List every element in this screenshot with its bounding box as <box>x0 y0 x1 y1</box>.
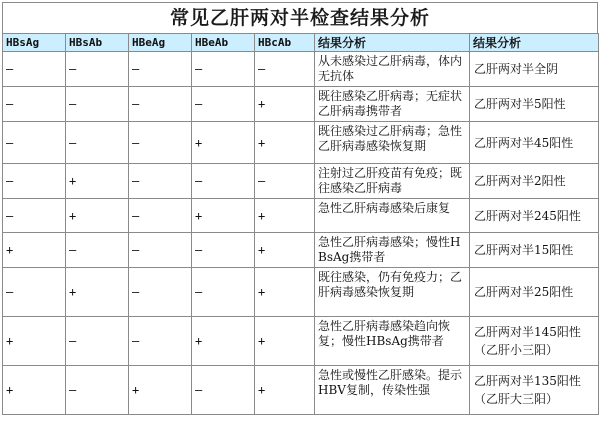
header-row <box>3 34 599 52</box>
header-result: 结果分析 <box>470 34 599 52</box>
cell-analysis: 急性乙肝病毒感染；慢性HBsAg携带者 <box>315 233 470 268</box>
cell-hbsag: – <box>3 52 66 87</box>
cell-analysis: 急性乙肝病毒感染后康复 <box>315 199 470 233</box>
header-hbsag: HBsAg <box>3 34 66 52</box>
table-row <box>3 366 599 415</box>
cell-hbeab: + <box>192 199 255 233</box>
table-row <box>3 233 599 268</box>
cell-hbeab: + <box>192 317 255 366</box>
table-row <box>3 199 599 233</box>
header-hbeag: HBeAg <box>129 34 192 52</box>
cell-hbeag: – <box>129 87 192 122</box>
cell-hbsab: – <box>66 52 129 87</box>
cell-hbeag: – <box>129 122 192 164</box>
cell-hbeag: – <box>129 317 192 366</box>
cell-hbsag: – <box>3 87 66 122</box>
cell-analysis: 既往感染，仍有免疫力；乙肝病毒感染恢复期 <box>315 268 470 317</box>
cell-result: 乙肝两对半25阳性 <box>470 268 599 317</box>
cell-hbsag: – <box>3 164 66 199</box>
cell-hbsab: – <box>66 366 129 415</box>
cell-hbcab: – <box>255 164 315 199</box>
cell-hbsag: – <box>3 122 66 164</box>
table-row <box>3 87 599 122</box>
result-table <box>2 33 599 415</box>
cell-result: 乙肝两对半145阳性（乙肝小三阳） <box>470 317 599 366</box>
cell-hbeab: – <box>192 52 255 87</box>
cell-analysis: 急性乙肝病毒感染趋向恢复；慢性HBsAg携带者 <box>315 317 470 366</box>
cell-hbcab: + <box>255 366 315 415</box>
cell-hbsag: – <box>3 268 66 317</box>
header-hbsab: HBsAb <box>66 34 129 52</box>
cell-analysis: 急性或慢性乙肝感染。提示HBV复制，传染性强 <box>315 366 470 415</box>
cell-hbcab: + <box>255 199 315 233</box>
cell-hbcab: + <box>255 268 315 317</box>
cell-hbeag: – <box>129 233 192 268</box>
cell-hbeag: – <box>129 52 192 87</box>
cell-hbsag: + <box>3 233 66 268</box>
cell-hbeag: + <box>129 366 192 415</box>
cell-hbsag: + <box>3 317 66 366</box>
cell-hbcab: + <box>255 122 315 164</box>
cell-hbeag: – <box>129 164 192 199</box>
cell-hbsab: – <box>66 233 129 268</box>
cell-hbcab: + <box>255 233 315 268</box>
table-row <box>3 122 599 164</box>
cell-result: 乙肝两对半15阳性 <box>470 233 599 268</box>
cell-hbsab: + <box>66 268 129 317</box>
page-title: 常见乙肝两对半检查结果分析 <box>2 2 598 33</box>
cell-hbsab: – <box>66 87 129 122</box>
cell-result: 乙肝两对半135阳性（乙肝大三阳） <box>470 366 599 415</box>
cell-result: 乙肝两对半2阳性 <box>470 164 599 199</box>
header-hbeab: HBeAb <box>192 34 255 52</box>
cell-hbcab: – <box>255 52 315 87</box>
cell-analysis: 从未感染过乙肝病毒，体内无抗体 <box>315 52 470 87</box>
cell-hbsag: + <box>3 366 66 415</box>
cell-result: 乙肝两对半5阳性 <box>470 87 599 122</box>
cell-hbeab: – <box>192 268 255 317</box>
cell-hbeag: – <box>129 268 192 317</box>
cell-hbeab: – <box>192 233 255 268</box>
cell-hbsag: – <box>3 199 66 233</box>
table-body <box>3 52 599 415</box>
cell-hbeab: – <box>192 366 255 415</box>
cell-hbcab: + <box>255 317 315 366</box>
cell-hbsab: + <box>66 199 129 233</box>
cell-result: 乙肝两对半45阳性 <box>470 122 599 164</box>
table-row <box>3 164 599 199</box>
cell-hbsab: – <box>66 122 129 164</box>
cell-analysis: 既往感染过乙肝病毒；急性乙肝病毒感染恢复期 <box>315 122 470 164</box>
cell-hbeab: + <box>192 122 255 164</box>
cell-result: 乙肝两对半245阳性 <box>470 199 599 233</box>
cell-hbeag: – <box>129 199 192 233</box>
header-hbcab: HBcAb <box>255 34 315 52</box>
cell-hbeab: – <box>192 87 255 122</box>
cell-analysis: 既往感染乙肝病毒；无症状乙肝病毒携带者 <box>315 87 470 122</box>
table-row <box>3 317 599 366</box>
cell-result: 乙肝两对半全阴 <box>470 52 599 87</box>
cell-analysis: 注射过乙肝疫苗有免疫；既往感染乙肝病毒 <box>315 164 470 199</box>
table-row <box>3 268 599 317</box>
table-row <box>3 52 599 87</box>
cell-hbsab: – <box>66 317 129 366</box>
cell-hbsab: + <box>66 164 129 199</box>
cell-hbcab: + <box>255 87 315 122</box>
hbv-result-sheet <box>2 2 598 436</box>
cell-hbeab: – <box>192 164 255 199</box>
header-analysis: 结果分析 <box>315 34 470 52</box>
